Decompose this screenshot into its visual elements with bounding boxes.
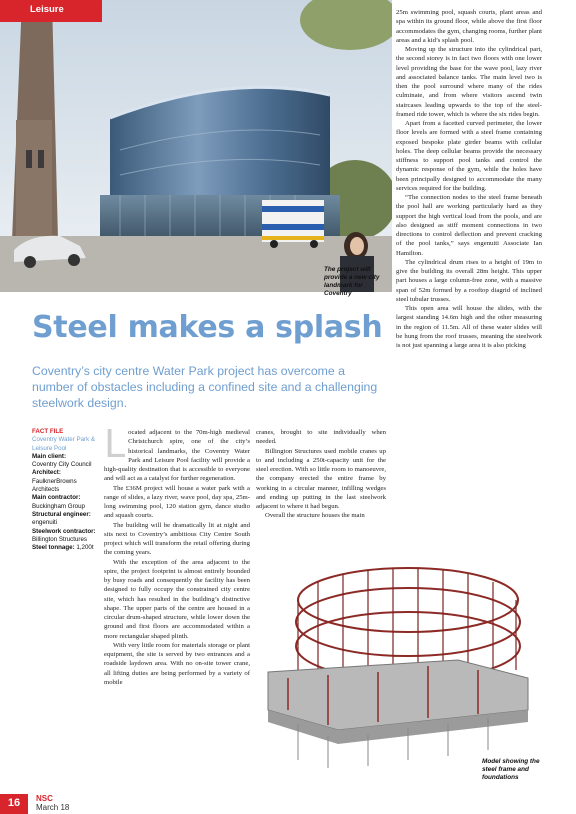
paragraph: Moving up the structure into the cylindrical part, the second storey is in fact two floors with one lower level providing the base for the wave pool, lazy river and associated balance tanks. The main level two is then the pool surround where many of the rides culminate, and from where visitors ascend twin staircases leading upwards to the top of the steel-framed ride tower, which is where the six rides begin.: [396, 46, 542, 118]
fact-file-title: FACT FILE: [32, 428, 64, 435]
body-column-1: [104, 422, 250, 687]
fact-value: Coventry City Council: [32, 461, 92, 469]
section-label: Leisure: [30, 4, 64, 15]
footer-date: March 18: [36, 803, 70, 812]
hero-caption: The project will provide a new city landmark for Coventry: [324, 266, 380, 297]
fact-file-project: Coventry Water Park & Leisure Pool: [32, 436, 96, 452]
paragraph: This open area will house the slides, with the largest standing 14.6m high and the other measuring in the region of 11.5m. All of these water slides will be hung from the roof trusses, meaning the steelwork is not just spanning a large area it is also picking: [396, 305, 542, 349]
fact-label: Main client:: [32, 452, 67, 460]
steel-frame-model-image: [258, 560, 538, 772]
fact-value: FaulknerBrowns Architects: [32, 477, 77, 494]
paragraph: With very little room for materials storage or plant equipment, the site is served by two entrances and a roadside laydown area. With no on-site tower crane, all lifting duties are being performed by a variety of mobile: [104, 641, 250, 686]
hero-image: [0, 0, 392, 292]
fact-label: Structural engineer:: [32, 510, 91, 518]
paragraph: “The connection nodes to the steel frame beneath the pool hall are working particularly hard as they support the high vertical load from the pools, and are also designed as stiff moment connections in two directions to control deflection and prevent cracking of the pool tanks,” says engenuiti Associate Ian Hamilton.: [396, 194, 542, 257]
standfirst: Coventry’s city centre Water Park project has overcome a number of obstacles including a confined site and a challenging steelwork design.: [32, 364, 378, 410]
paragraph: Billington Structures used mobile cranes up to and including a 250t-capacity unit for the steel erection. With so little room to manoeuvre, the company erected the entire frame by working in a circular manner, infilling wedges and ending up putting in the last steelwork adjacent to where it had begun.: [256, 447, 386, 510]
page-number: 16: [7, 797, 21, 809]
fact-file-item: [32, 494, 96, 511]
fact-file-item: [32, 511, 96, 528]
paragraph: With the exception of the area adjacent to the spire, the project footprint is almost entirely bounded by busy roads and consequently the facility has been designed to fully occupy the constrained city centre site, which has resulted in the building’s distinctive shape. The upper parts of the centre are housed in a circular drum-shaped structure, while lower down the ground and first floors are accommodated within a more rectangular shaped plinth.: [104, 558, 250, 640]
paragraph: Overall the structure houses the main: [265, 512, 365, 520]
paragraph: The £36M project will house a water park with a range of slides, a lazy river, wave pool, day spa, 25m-long swimming pool, 120 station gym, dance studio and squash courts.: [104, 484, 250, 520]
paragraph: cranes, brought to site individually when needed.: [256, 429, 386, 446]
headline: Steel makes a splash: [32, 310, 383, 345]
fact-file-item: [32, 469, 96, 494]
model-caption: Model showing the steel frame and foundations: [482, 758, 540, 781]
fact-file-item: [32, 544, 96, 552]
fact-value: engenuiti: [32, 519, 58, 527]
footer-brand: NSC: [36, 794, 53, 803]
fact-value: 1,200t: [76, 544, 94, 552]
paragraph: The building will be dramatically lit at night and sits next to Coventry’s ambitious City Centre South project which will transform the retail offering during the coming years.: [104, 521, 250, 557]
paragraph: The cylindrical drum rises to a height of 19m to give the building its overall 28m height. This upper part houses a large column-free zone, with a massive span of 52m formed by a rooftop diagrid of inclined steel tubular trusses.: [396, 258, 542, 303]
fact-label: Steelwork contractor:: [32, 527, 96, 535]
fact-file-item: [32, 528, 96, 545]
paragraph: Apart from a facetted curved perimeter, the lower floor levels are formed with a steel frame containing exposed bespoke plate girder beams with cellular holes. The deep cellular beams provide the necessary stiffness to support pool tanks and control the dynamic response of the gym, while the holes have been principally designed to accommodate the many services required for the building.: [396, 120, 542, 192]
paragraph: 25m swimming pool, squash courts, plant areas and spa within its ground floor, while above the first floor accommodates the gym, changing rooms, further plant areas and a kid’s splash pool.: [396, 9, 542, 44]
section-tab: [0, 0, 102, 22]
drop-cap: L: [104, 422, 126, 466]
fact-file: [32, 428, 96, 552]
fact-label: Steel tonnage:: [32, 544, 75, 552]
fact-value: Billington Structures: [32, 535, 88, 543]
body-column-3: [396, 8, 542, 350]
fact-label: Main contractor:: [32, 494, 81, 502]
fact-label: Architect:: [32, 469, 61, 477]
fact-value: Buckingham Group: [32, 502, 85, 510]
page-number-box: [0, 794, 28, 814]
fact-file-item: [32, 453, 96, 470]
body-column-2: [256, 428, 386, 521]
paragraph: ocated adjacent to the 70m-high medieval Christchurch spire, one of the city’s historical landmarks, the Coventry Water Park and Leisure Pool facility will provide a high-quality destination that is accessible to everyone and will act as a catalyst for further regeneration.: [104, 429, 250, 483]
